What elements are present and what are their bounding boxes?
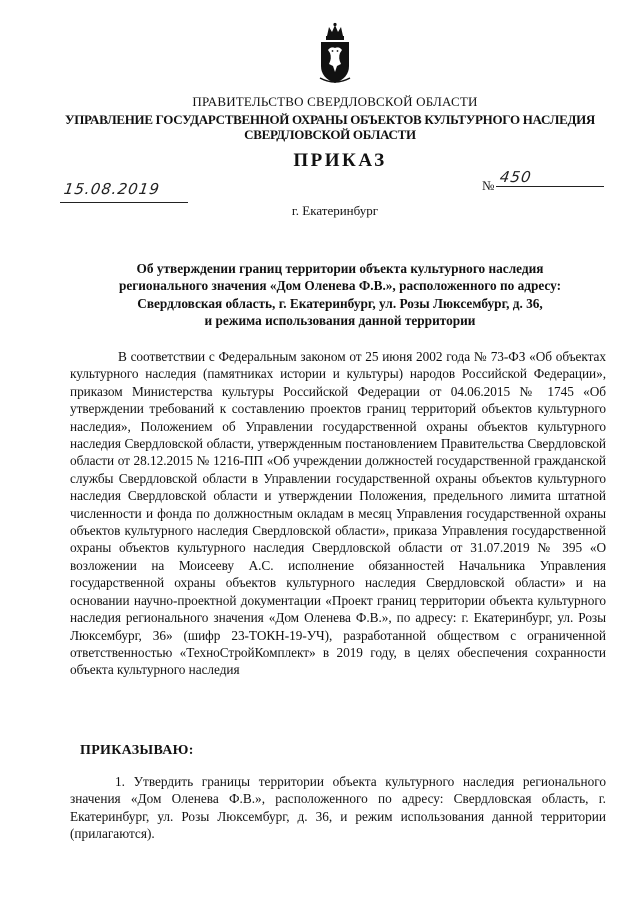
subject-line-2: регионального значения «Дом Оленева Ф.В.», расположенного по адресу:	[118, 278, 562, 294]
document-type-title: ПРИКАЗ	[293, 150, 387, 171]
department-name	[40, 112, 620, 142]
subject-line-3: Свердловская область, г. Екатеринбург, ул. Розы Люксембург, д. 36,	[137, 295, 543, 311]
government-name: ПРАВИТЕЛЬСТВО СВЕРДЛОВСКОЙ ОБЛАСТИ	[192, 94, 478, 109]
preamble-paragraph: В соответствии с Федеральным законом от 25 июня 2002 года № 73-ФЗ «Об объектах культурного наследия (памятниках истории и культуры) народов Российской Федерации», приказом Министерства культуры Российской Федерации от 04.06.2015 № 1745 «Об утверждении требований к составлению проектов границ территорий объектов культурного наследия», Положением об Управлении государственной охраны объектов культурного наследия Свердловской области, утвержденным постановлением Правительства Свердловской области от 28.12.2015 № 1216-ПП «Об учреждении должностей государственной гражданской службы Свердловской области в Управлении государственной охраны объектов культурного наследия Свердловской области и утверждении Положения, предельного лимита штатной численности и фонда по должностным окладам в месяц Управления государственной охраны объектов культурного наследия Свердловской области», приказа Управления государственной охраны объектов культурного наследия Свердловской области от 31.07.2019 № 395 «О возложении на Моисееву А.С. исполнение обязанностей Начальника Управления государственной охраны объектов культурного наследия Свердловской области» и на основании научно-проектной документации «Проект границ территории объекта культурного наследия регионального значения «Дом Оленева Ф.В.», по адресу: г. Екатеринбург, ул. Розы Люксембург, 36» (шифр 23-ТОКН-19-УЧ), разработанной обществом с ограниченной ответственностью «ТехноСтройКомплект» в 2019 году, в целях обеспечения сохранности объекта культурного наследия	[70, 349, 606, 678]
order-item-1: 1. Утвердить границы территории объекта культурного наследия регионального значения «Дом Оленева Ф.В.», расположенного по адресу: Свердловская область, г. Екатеринбург, ул. Розы Люксембург, д. 36, и режим использования данной территории (прилагаются).	[70, 774, 606, 842]
department-line-1: УПРАВЛЕНИЕ ГОСУДАРСТВЕННОЙ ОХРАНЫ ОБЪЕКТОВ КУЛЬТУРНОГО НАСЛЕДИЯ	[64, 112, 596, 127]
subject-line-1: Об утверждении границ территории объекта культурного наследия	[136, 261, 544, 276]
date-field	[60, 180, 188, 203]
coat-of-arms-icon	[316, 22, 354, 84]
handwritten-number: 450	[498, 168, 533, 186]
department-line-2: СВЕРДЛОВСКОЙ ОБЛАСТИ	[244, 127, 416, 142]
subject-line-4: и режима использования данной территории	[204, 312, 476, 328]
issue-city: г. Екатеринбург	[291, 203, 379, 218]
number-field	[496, 168, 604, 187]
number-label: №	[482, 178, 495, 193]
handwritten-date: 15.08.2019	[62, 180, 162, 198]
orders-heading: ПРИКАЗЫВАЮ:	[80, 743, 194, 758]
document-subject	[60, 260, 620, 329]
